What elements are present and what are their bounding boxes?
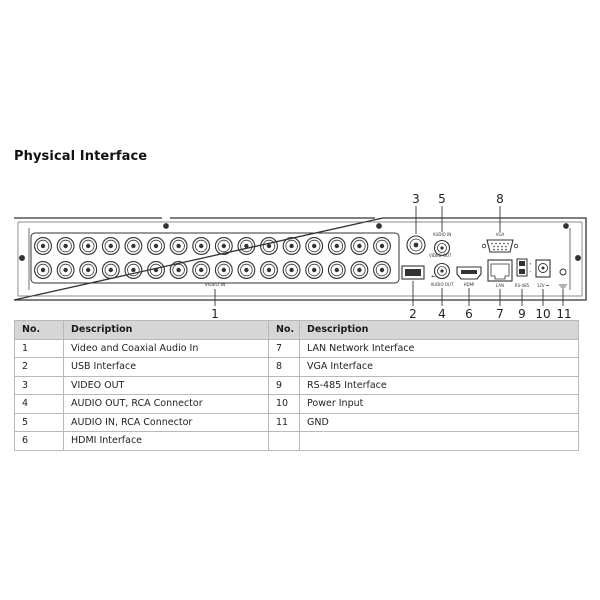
bnc-video-input bbox=[125, 262, 142, 279]
bnc-video-input bbox=[148, 238, 165, 255]
table-cell: 8 bbox=[269, 358, 300, 377]
bnc-video-input bbox=[283, 238, 300, 255]
video-in-block bbox=[31, 233, 399, 288]
header-no: No. bbox=[15, 321, 64, 340]
vga-port bbox=[482, 232, 518, 252]
table-cell: 4 bbox=[15, 395, 64, 414]
callout-6: 6 bbox=[465, 307, 473, 320]
table-cell: LAN Network Interface bbox=[300, 339, 579, 358]
bnc-video-input bbox=[283, 262, 300, 279]
bnc-video-input bbox=[238, 262, 255, 279]
table-cell: 5 bbox=[15, 413, 64, 432]
bnc-video-input bbox=[102, 262, 119, 279]
bnc-video-input bbox=[374, 238, 391, 255]
bnc-video-input bbox=[35, 238, 52, 255]
video-out-label: VIDEO OUT bbox=[429, 253, 452, 258]
bnc-video-input bbox=[351, 262, 368, 279]
table-cell: VGA Interface bbox=[300, 358, 579, 377]
callout-10: 10 bbox=[535, 307, 551, 320]
bnc-video-input bbox=[35, 262, 52, 279]
table-cell: Power Input bbox=[300, 395, 579, 414]
table-cell: USB Interface bbox=[64, 358, 269, 377]
table-cell bbox=[269, 432, 300, 451]
audio-in-label: AUDIO IN bbox=[432, 232, 452, 237]
bnc-video-input bbox=[125, 238, 142, 255]
callout-numbers bbox=[211, 192, 571, 320]
hdmi-label: HDMI bbox=[463, 282, 475, 287]
table-row bbox=[15, 358, 579, 377]
bnc-video-input bbox=[351, 238, 368, 255]
table-cell: RS-485 Interface bbox=[300, 376, 579, 395]
table-cell: AUDIO IN, RCA Connector bbox=[64, 413, 269, 432]
bnc-video-input bbox=[261, 238, 278, 255]
table-cell: HDMI Interface bbox=[64, 432, 269, 451]
callout-4: 4 bbox=[438, 307, 446, 320]
callout-lines bbox=[215, 206, 563, 306]
lan-label: LAN bbox=[495, 283, 505, 288]
table-row bbox=[15, 376, 579, 395]
bnc-video-input bbox=[148, 262, 165, 279]
table-row bbox=[15, 339, 579, 358]
section-title: Physical Interface bbox=[14, 149, 148, 164]
lan-port bbox=[488, 260, 512, 288]
table-cell: 7 bbox=[269, 339, 300, 358]
callout-11: 11 bbox=[556, 307, 572, 320]
bnc-video-input bbox=[261, 262, 278, 279]
callout-9: 9 bbox=[518, 307, 526, 320]
hdmi-port bbox=[457, 267, 481, 287]
callout-1: 1 bbox=[211, 307, 219, 320]
table-cell: GND bbox=[300, 413, 579, 432]
table-row bbox=[15, 395, 579, 414]
bnc-video-input bbox=[193, 238, 210, 255]
svg-text:+: + bbox=[529, 262, 532, 266]
callout-2: 2 bbox=[409, 307, 417, 320]
rs485-label: RS-485 bbox=[514, 283, 530, 288]
bnc-video-input bbox=[80, 238, 97, 255]
bnc-video-input bbox=[215, 262, 232, 279]
table-cell: Video and Coaxial Audio In bbox=[64, 339, 269, 358]
header-description: Description bbox=[300, 321, 579, 340]
table-cell: AUDIO OUT, RCA Connector bbox=[64, 395, 269, 414]
video-in-label: VIDEO IN bbox=[204, 283, 226, 288]
svg-text:−: − bbox=[529, 270, 532, 274]
bnc-video-input bbox=[170, 238, 187, 255]
interface-table bbox=[14, 320, 579, 451]
bnc-video-input bbox=[170, 262, 187, 279]
table-cell: 9 bbox=[269, 376, 300, 395]
bnc-video-input bbox=[102, 238, 119, 255]
bnc-video-input bbox=[306, 238, 323, 255]
table-cell: 6 bbox=[15, 432, 64, 451]
audio-in-connector bbox=[433, 232, 452, 256]
callout-7: 7 bbox=[496, 307, 504, 320]
header-no: No. bbox=[269, 321, 300, 340]
bnc-video-input bbox=[80, 262, 97, 279]
callout-3: 3 bbox=[412, 192, 420, 206]
rs485-terminal bbox=[515, 259, 532, 288]
bnc-video-input bbox=[306, 262, 323, 279]
callout-8: 8 bbox=[496, 192, 504, 206]
audio-out-label: AUDIO OUT bbox=[430, 282, 454, 287]
table-cell: 2 bbox=[15, 358, 64, 377]
header-description: Description bbox=[64, 321, 269, 340]
gnd-terminal bbox=[559, 269, 567, 289]
callout-5: 5 bbox=[438, 192, 446, 206]
table-header-row bbox=[15, 321, 579, 340]
bnc-video-input bbox=[238, 238, 255, 255]
bnc-video-input bbox=[57, 238, 74, 255]
usb-port bbox=[402, 266, 437, 280]
bnc-video-input bbox=[215, 238, 232, 255]
power-label: 12V ⎓ bbox=[536, 283, 550, 288]
table-cell: VIDEO OUT bbox=[64, 376, 269, 395]
table-cell: 10 bbox=[269, 395, 300, 414]
bnc-video-input bbox=[374, 262, 391, 279]
bnc-video-input bbox=[328, 238, 345, 255]
svg-text:⭠: ⭠ bbox=[431, 272, 437, 280]
table-cell bbox=[300, 432, 579, 451]
bnc-video-input bbox=[328, 262, 345, 279]
table-row bbox=[15, 432, 579, 451]
table-cell: 3 bbox=[15, 376, 64, 395]
table-row bbox=[15, 413, 579, 432]
table-cell: 1 bbox=[15, 339, 64, 358]
bnc-video-input bbox=[193, 262, 210, 279]
vga-label: VGA bbox=[495, 232, 505, 237]
bnc-video-input bbox=[57, 262, 74, 279]
table-cell: 11 bbox=[269, 413, 300, 432]
power-input bbox=[536, 260, 550, 288]
